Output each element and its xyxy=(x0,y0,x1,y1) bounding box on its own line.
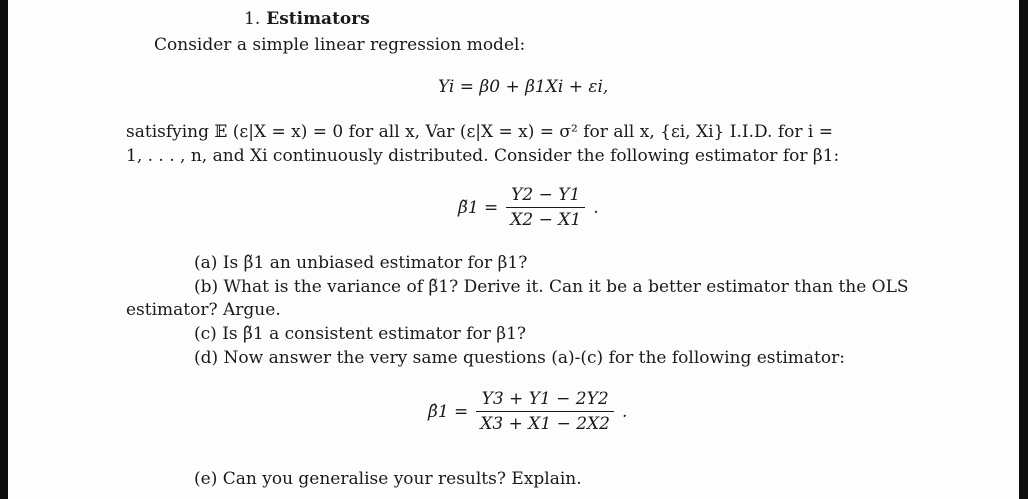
model-equation: Yi = β0 + β1Xi + εi, xyxy=(438,77,609,97)
estimator-hat-period: . xyxy=(621,401,628,422)
question-a: (a) Is β̃1 an unbiased estimator for β1? xyxy=(194,253,528,273)
question-b-line-1: (b) What is the variance of β̃1? Derive it. Can it be a better estimator than the OLS xyxy=(194,277,909,297)
estimator-tilde-equation xyxy=(458,183,599,232)
estimator-tilde-period: . xyxy=(593,197,599,218)
problem-number: 1. xyxy=(244,9,261,29)
question-b-line-2: estimator? Argue. xyxy=(126,300,281,320)
right-frame-border xyxy=(1019,0,1028,499)
estimator-hat-lhs: β̂1 = xyxy=(428,401,469,422)
estimator-hat-denominator: X3 + X1 − 2X2 xyxy=(480,414,610,434)
estimator-hat-equation xyxy=(428,387,627,436)
problem-title: Estimators xyxy=(266,9,370,29)
problem-heading xyxy=(244,8,370,30)
intro-text: Consider a simple linear regression model: xyxy=(154,35,526,55)
document-page xyxy=(8,0,1019,499)
assumptions-line-1: satisfying 𝔼 (ε|X = x) = 0 for all x, Var (ε|X = x) = σ² for all x, {εi, Xi} I.I.D. for i = xyxy=(126,122,833,142)
estimator-tilde-denominator: X2 − X1 xyxy=(510,210,582,230)
estimator-tilde-fraction xyxy=(506,183,585,232)
estimator-tilde-numerator: Y2 − Y1 xyxy=(511,185,581,205)
question-c: (c) Is β̃1 a consistent estimator for β1? xyxy=(194,324,527,344)
estimator-hat-fraction xyxy=(476,387,614,436)
left-frame-border xyxy=(0,0,8,499)
question-e: (e) Can you generalise your results? Explain. xyxy=(194,469,582,489)
assumptions-line-2: 1, . . . , n, and Xi continuously distributed. Consider the following estimator for β1: xyxy=(126,146,840,166)
question-d: (d) Now answer the very same questions (a)-(c) for the following estimator: xyxy=(194,348,845,368)
estimator-hat-numerator: Y3 + Y1 − 2Y2 xyxy=(481,389,609,409)
estimator-tilde-lhs: β̃1 = xyxy=(458,197,499,218)
